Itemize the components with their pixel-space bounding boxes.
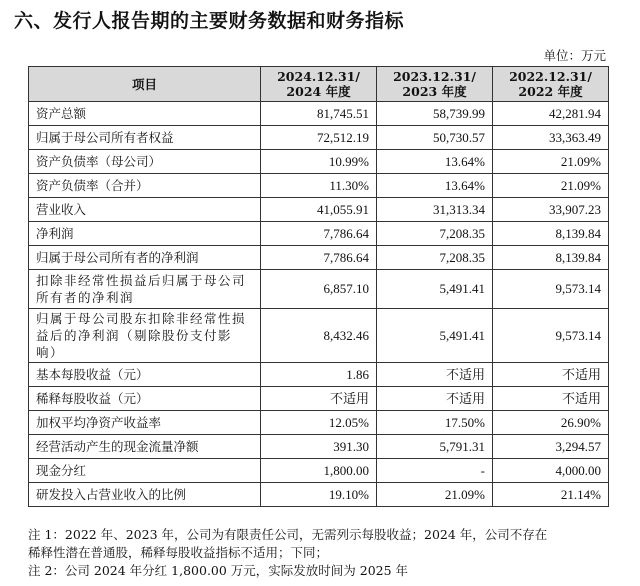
table-row xyxy=(29,126,609,150)
header-col-year: 2022 年度 xyxy=(518,84,583,99)
unit-label: 单位：万元 xyxy=(543,48,606,63)
row-value: 9,573.14 xyxy=(493,270,609,309)
row-value: 81,745.51 xyxy=(261,102,377,126)
table-row xyxy=(29,411,609,435)
row-value: 7,208.35 xyxy=(377,222,493,246)
row-value: 391.30 xyxy=(261,435,377,459)
row-value: 8,139.84 xyxy=(493,246,609,270)
row-label: 基本每股收益（元） xyxy=(29,363,261,387)
row-label: 归属于母公司股东扣除非经常性损益后的净利润（剔除股份支付影响） xyxy=(29,309,261,363)
row-value: 7,786.64 xyxy=(261,246,377,270)
row-value: 1.86 xyxy=(261,363,377,387)
row-value: 4,000.00 xyxy=(493,459,609,483)
row-label: 资产负债率（合并） xyxy=(29,174,261,198)
table-row xyxy=(29,102,609,126)
table-row xyxy=(29,483,609,507)
table-row xyxy=(29,198,609,222)
row-value: 6,857.10 xyxy=(261,270,377,309)
row-value: 58,739.99 xyxy=(377,102,493,126)
row-value: 31,313.34 xyxy=(377,198,493,222)
table-row xyxy=(29,246,609,270)
row-value: 21.09% xyxy=(377,483,493,507)
row-value: - xyxy=(377,459,493,483)
row-value: 13.64% xyxy=(377,150,493,174)
row-label: 净利润 xyxy=(29,222,261,246)
header-item: 项目 xyxy=(29,67,261,102)
row-value: 72,512.19 xyxy=(261,126,377,150)
header-col-date: 2022.12.31/ xyxy=(509,69,592,84)
row-value: 8,432.46 xyxy=(261,309,377,363)
row-label: 现金分红 xyxy=(29,459,261,483)
table-row xyxy=(29,435,609,459)
row-value: 11.30% xyxy=(261,174,377,198)
row-value: 13.64% xyxy=(377,174,493,198)
row-value: 7,786.64 xyxy=(261,222,377,246)
header-col-year: 2023 年度 xyxy=(402,84,467,99)
row-value: 21.09% xyxy=(493,150,609,174)
row-value: 不适用 xyxy=(493,387,609,411)
row-value: 10.99% xyxy=(261,150,377,174)
footnote-line: 稀释性潜在普通股，稀释每股收益指标不适用；下同； xyxy=(28,545,329,560)
row-label: 归属于母公司所有者权益 xyxy=(29,126,261,150)
row-label: 营业收入 xyxy=(29,198,261,222)
table-row xyxy=(29,150,609,174)
row-value: 42,281.94 xyxy=(493,102,609,126)
row-value: 1,800.00 xyxy=(261,459,377,483)
table-row xyxy=(29,459,609,483)
financial-data-table xyxy=(28,66,609,507)
section-title: 六、发行人报告期的主要财务数据和财务指标 xyxy=(14,10,405,32)
row-value: 19.10% xyxy=(261,483,377,507)
row-value: 不适用 xyxy=(377,363,493,387)
row-value: 3,294.57 xyxy=(493,435,609,459)
row-value: 不适用 xyxy=(377,387,493,411)
row-value: 21.09% xyxy=(493,174,609,198)
row-label: 扣除非经常性损益后归属于母公司所有者的净利润 xyxy=(29,270,261,309)
header-col-year: 2024 年度 xyxy=(286,84,351,99)
table-row xyxy=(29,363,609,387)
footnote-line: 注 1：2022 年、2023 年，公司为有限责任公司，无需列示每股收益；2024 年，公司不存在 xyxy=(28,527,548,542)
table-row xyxy=(29,222,609,246)
row-label: 资产负债率（母公司） xyxy=(29,150,261,174)
header-col-date: 2024.12.31/ xyxy=(277,69,360,84)
row-label: 研发投入占营业收入的比例 xyxy=(29,483,261,507)
row-label: 归属于母公司所有者的净利润 xyxy=(29,246,261,270)
row-value: 8,139.84 xyxy=(493,222,609,246)
header-col-date: 2023.12.31/ xyxy=(393,69,476,84)
table-header-row xyxy=(29,67,609,102)
header-col-2023 xyxy=(377,67,493,102)
row-label: 加权平均净资产收益率 xyxy=(29,411,261,435)
table-row xyxy=(29,387,609,411)
table-row xyxy=(29,270,609,309)
row-value: 9,573.14 xyxy=(493,309,609,363)
row-label: 稀释每股收益（元） xyxy=(29,387,261,411)
footnote-line: 注 2：公司 2024 年分红 1,800.00 万元，实际发放时间为 2025 年 xyxy=(28,563,409,578)
row-value: 50,730.57 xyxy=(377,126,493,150)
row-label: 资产总额 xyxy=(29,102,261,126)
row-value: 41,055.91 xyxy=(261,198,377,222)
header-col-2024 xyxy=(261,67,377,102)
table-row xyxy=(29,309,609,363)
row-label: 经营活动产生的现金流量净额 xyxy=(29,435,261,459)
table-body xyxy=(29,102,609,507)
row-value: 33,363.49 xyxy=(493,126,609,150)
row-value: 17.50% xyxy=(377,411,493,435)
row-value: 21.14% xyxy=(493,483,609,507)
row-value: 26.90% xyxy=(493,411,609,435)
row-value: 不适用 xyxy=(261,387,377,411)
row-value: 7,208.35 xyxy=(377,246,493,270)
row-value: 5,791.31 xyxy=(377,435,493,459)
row-value: 5,491.41 xyxy=(377,270,493,309)
row-value: 33,907.23 xyxy=(493,198,609,222)
row-value: 12.05% xyxy=(261,411,377,435)
table-row xyxy=(29,174,609,198)
row-value: 不适用 xyxy=(493,363,609,387)
row-value: 5,491.41 xyxy=(377,309,493,363)
footnotes xyxy=(28,526,616,580)
header-col-2022 xyxy=(493,67,609,102)
